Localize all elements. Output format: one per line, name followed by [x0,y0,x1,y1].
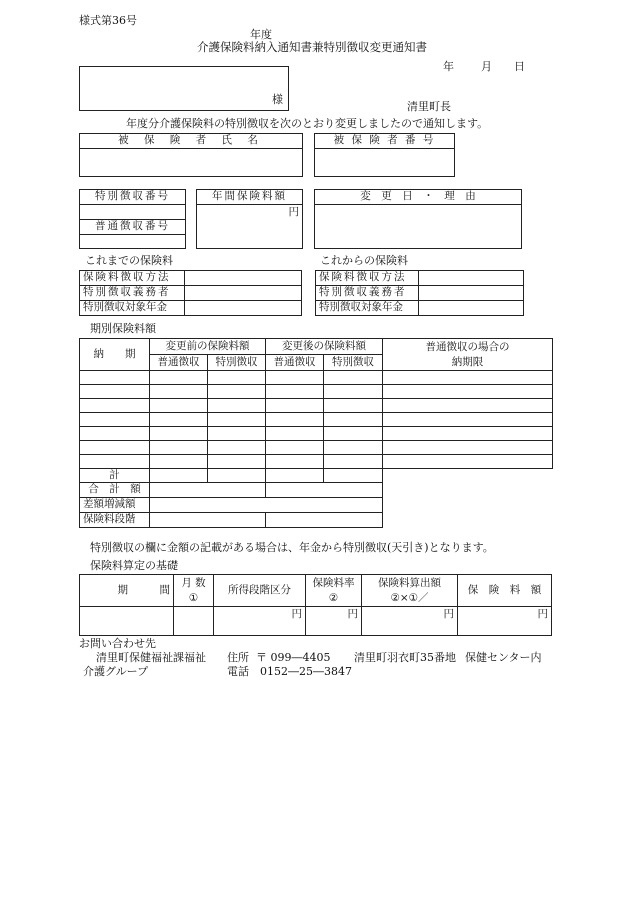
insured-name-label: 被 保 険 者 氏 名 [80,134,303,149]
table-row [80,455,553,469]
cell[interactable] [383,413,553,427]
basis-title: 保険料算定の基礎 [90,559,178,572]
cell[interactable] [324,441,383,455]
cell[interactable] [324,399,383,413]
cell[interactable] [266,441,324,455]
fiscal-year-label: 年度 [250,28,272,41]
contact-center: 保健センター内 [465,651,542,664]
table-row [80,371,553,385]
difference-value[interactable] [150,498,383,513]
date-year: 年 [443,60,454,73]
contact-address-label: 住所 [227,651,249,664]
basis-table [79,574,552,636]
contact-dept: 清里町保健福祉課福祉 [96,651,206,664]
annual-premium-table [196,189,303,249]
basis-calc-line1: 保険料算出額 [378,577,441,590]
cell[interactable] [150,441,208,455]
cell[interactable] [80,427,150,441]
cell[interactable] [266,385,324,399]
contact-address: 清里町羽衣町35番地 [354,651,456,664]
cell[interactable] [80,455,150,469]
basis-calc-line2: ②×①／ [390,591,429,604]
cell[interactable] [150,469,208,483]
cell[interactable] [266,455,324,469]
cell[interactable] [80,441,150,455]
after-normal-subheader: 普通徴収 [266,355,324,371]
after-collection-method-label: 保険料徴収方法 [316,271,419,286]
insured-number-value[interactable] [315,149,455,177]
cell[interactable] [150,455,208,469]
basis-rate-line1: 保険料率 [312,577,355,590]
change-date-reason-label: 変 更 日 ・ 理 由 [315,190,522,205]
due-date-header-line1: 普通徴収の場合の [425,341,510,354]
yen-unit: 円 [291,608,302,620]
difference-label: 差額増減額 [80,498,150,513]
stage-after[interactable] [266,513,383,528]
blank-cell [383,513,553,528]
due-date-header-line2: 納期限 [451,355,484,368]
blank-cell [383,498,553,513]
after-pension-value[interactable] [419,301,524,316]
before-obligor-label: 特別徴収義務者 [80,286,185,301]
page-title: 介護保険料納入通知書兼特別徴収変更通知書 [197,40,427,54]
cell[interactable] [150,427,208,441]
contact-postal: 〒 099―4405 [256,651,331,664]
stage-row [80,513,553,528]
cell[interactable] [80,385,150,399]
basis-rate-value[interactable] [306,607,362,636]
before-premium-table [79,270,302,316]
after-premium-title: これからの保険料 [320,254,408,267]
basis-months-header [174,575,214,607]
cell[interactable] [208,441,266,455]
normal-collection-no-value[interactable] [80,235,186,249]
subtotal-label: 計 [80,469,150,483]
insured-number-table [314,133,455,177]
grand-total-after[interactable] [266,483,383,498]
cell[interactable] [80,413,150,427]
basis-months-line2: ① [188,591,199,604]
addressee-suffix: 様 [272,93,283,106]
period-premium-table [79,338,553,528]
annual-premium-label: 年間保険料額 [197,190,303,205]
blank-cell [383,469,553,483]
date-month: 月 [481,60,492,73]
insured-name-value[interactable] [80,149,303,177]
basis-rate-header [306,575,362,607]
cell[interactable] [383,371,553,385]
table-row [80,399,553,413]
grand-total-before[interactable] [150,483,266,498]
yen-unit: 円 [288,206,299,218]
cell[interactable] [208,427,266,441]
cell[interactable] [266,427,324,441]
special-collection-note: 特別徴収の欄に金額の記載がある場合は、年金から特別徴収(天引き)となります。 [90,541,494,554]
contact-heading: お問い合わせ先 [79,637,156,650]
after-obligor-value[interactable] [419,286,524,301]
annual-premium-value[interactable] [197,205,303,249]
date-day: 日 [514,60,525,73]
cell[interactable] [266,399,324,413]
cell[interactable] [208,469,266,483]
stage-label: 保険料段階 [80,513,150,528]
basis-months-value[interactable] [174,607,214,636]
before-obligor-value[interactable] [185,286,302,301]
special-collection-no-value[interactable] [80,205,186,220]
cell[interactable] [266,371,324,385]
basis-rate-line2: ② [328,591,339,604]
basis-calc-header [362,575,458,607]
cell[interactable] [324,371,383,385]
cell[interactable] [324,385,383,399]
cell[interactable] [150,371,208,385]
normal-collection-no-label: 普通徴収番号 [80,220,186,235]
cell[interactable] [208,371,266,385]
basis-calc-value[interactable] [362,607,458,636]
cell[interactable] [266,469,324,483]
contact-group: 介護グループ [83,665,149,678]
before-pension-label: 特別徴収対象年金 [80,301,185,316]
period-premium-title: 期別保険料額 [90,322,156,335]
basis-term-value[interactable] [80,607,174,636]
collection-number-table [79,189,186,249]
cell[interactable] [383,399,553,413]
yen-unit: 円 [537,608,548,620]
due-date-header [383,339,553,371]
table-row [80,385,553,399]
after-premium-table [315,270,524,316]
after-special-subheader: 特別徴収 [324,355,383,371]
cell[interactable] [324,427,383,441]
yen-unit: 円 [347,608,358,620]
contact-phone-label: 電話 [227,665,249,678]
issuer-name: 清里町長 [407,100,451,113]
cell[interactable] [266,413,324,427]
before-collection-method-value[interactable] [185,271,302,286]
cell[interactable] [324,413,383,427]
grand-total-row [80,483,553,498]
blank-cell [383,483,553,498]
basis-income-header: 所得段階区分 [214,575,306,607]
addressee-box[interactable] [79,66,289,111]
basis-row [80,607,552,636]
subtotal-row [80,469,553,483]
insured-number-label: 被 保 険 者 番 号 [315,134,455,149]
cell[interactable] [80,371,150,385]
after-pension-label: 特別徴収対象年金 [316,301,419,316]
change-date-reason-value[interactable] [315,205,522,249]
form-number: 様式第36号 [79,14,137,27]
insured-name-table [79,133,303,177]
cell[interactable] [383,441,553,455]
cell[interactable] [324,455,383,469]
stage-before[interactable] [150,513,266,528]
basis-income-value[interactable] [214,607,306,636]
table-row [80,427,553,441]
cell[interactable] [80,399,150,413]
cell[interactable] [150,385,208,399]
basis-months-line1: 月 数 [181,577,206,590]
before-pension-value[interactable] [185,301,302,316]
cell[interactable] [383,427,553,441]
after-obligor-label: 特別徴収義務者 [316,286,419,301]
difference-row [80,498,553,513]
yen-unit: 円 [443,608,454,620]
cell[interactable] [208,413,266,427]
table-row [80,413,553,427]
cell[interactable] [324,469,383,483]
contact-phone: 0152―25―3847 [260,665,352,678]
intro-text: 年度分介護保険料の特別徴収を次のとおり変更しましたので通知します。 [126,117,489,130]
cell[interactable] [383,455,553,469]
cell[interactable] [208,399,266,413]
after-collection-method-value[interactable] [419,271,524,286]
cell[interactable] [150,413,208,427]
table-row [80,441,553,455]
before-collection-method-label: 保険料徴収方法 [80,271,185,286]
before-change-header: 変更前の保険料額 [150,339,266,355]
basis-premium-header: 保 険 料 額 [458,575,552,607]
change-table [314,189,522,249]
special-collection-no-label: 特別徴収番号 [80,190,186,205]
cell[interactable] [208,385,266,399]
after-change-header: 変更後の保険料額 [266,339,383,355]
term-header: 納 期 [80,339,150,371]
basis-premium-value[interactable] [458,607,552,636]
cell[interactable] [208,455,266,469]
before-special-subheader: 特別徴収 [208,355,266,371]
cell[interactable] [383,385,553,399]
basis-term-header: 期 間 [80,575,174,607]
grand-total-label: 合 計 額 [80,483,150,498]
before-premium-title: これまでの保険料 [85,254,173,267]
cell[interactable] [150,399,208,413]
before-normal-subheader: 普通徴収 [150,355,208,371]
